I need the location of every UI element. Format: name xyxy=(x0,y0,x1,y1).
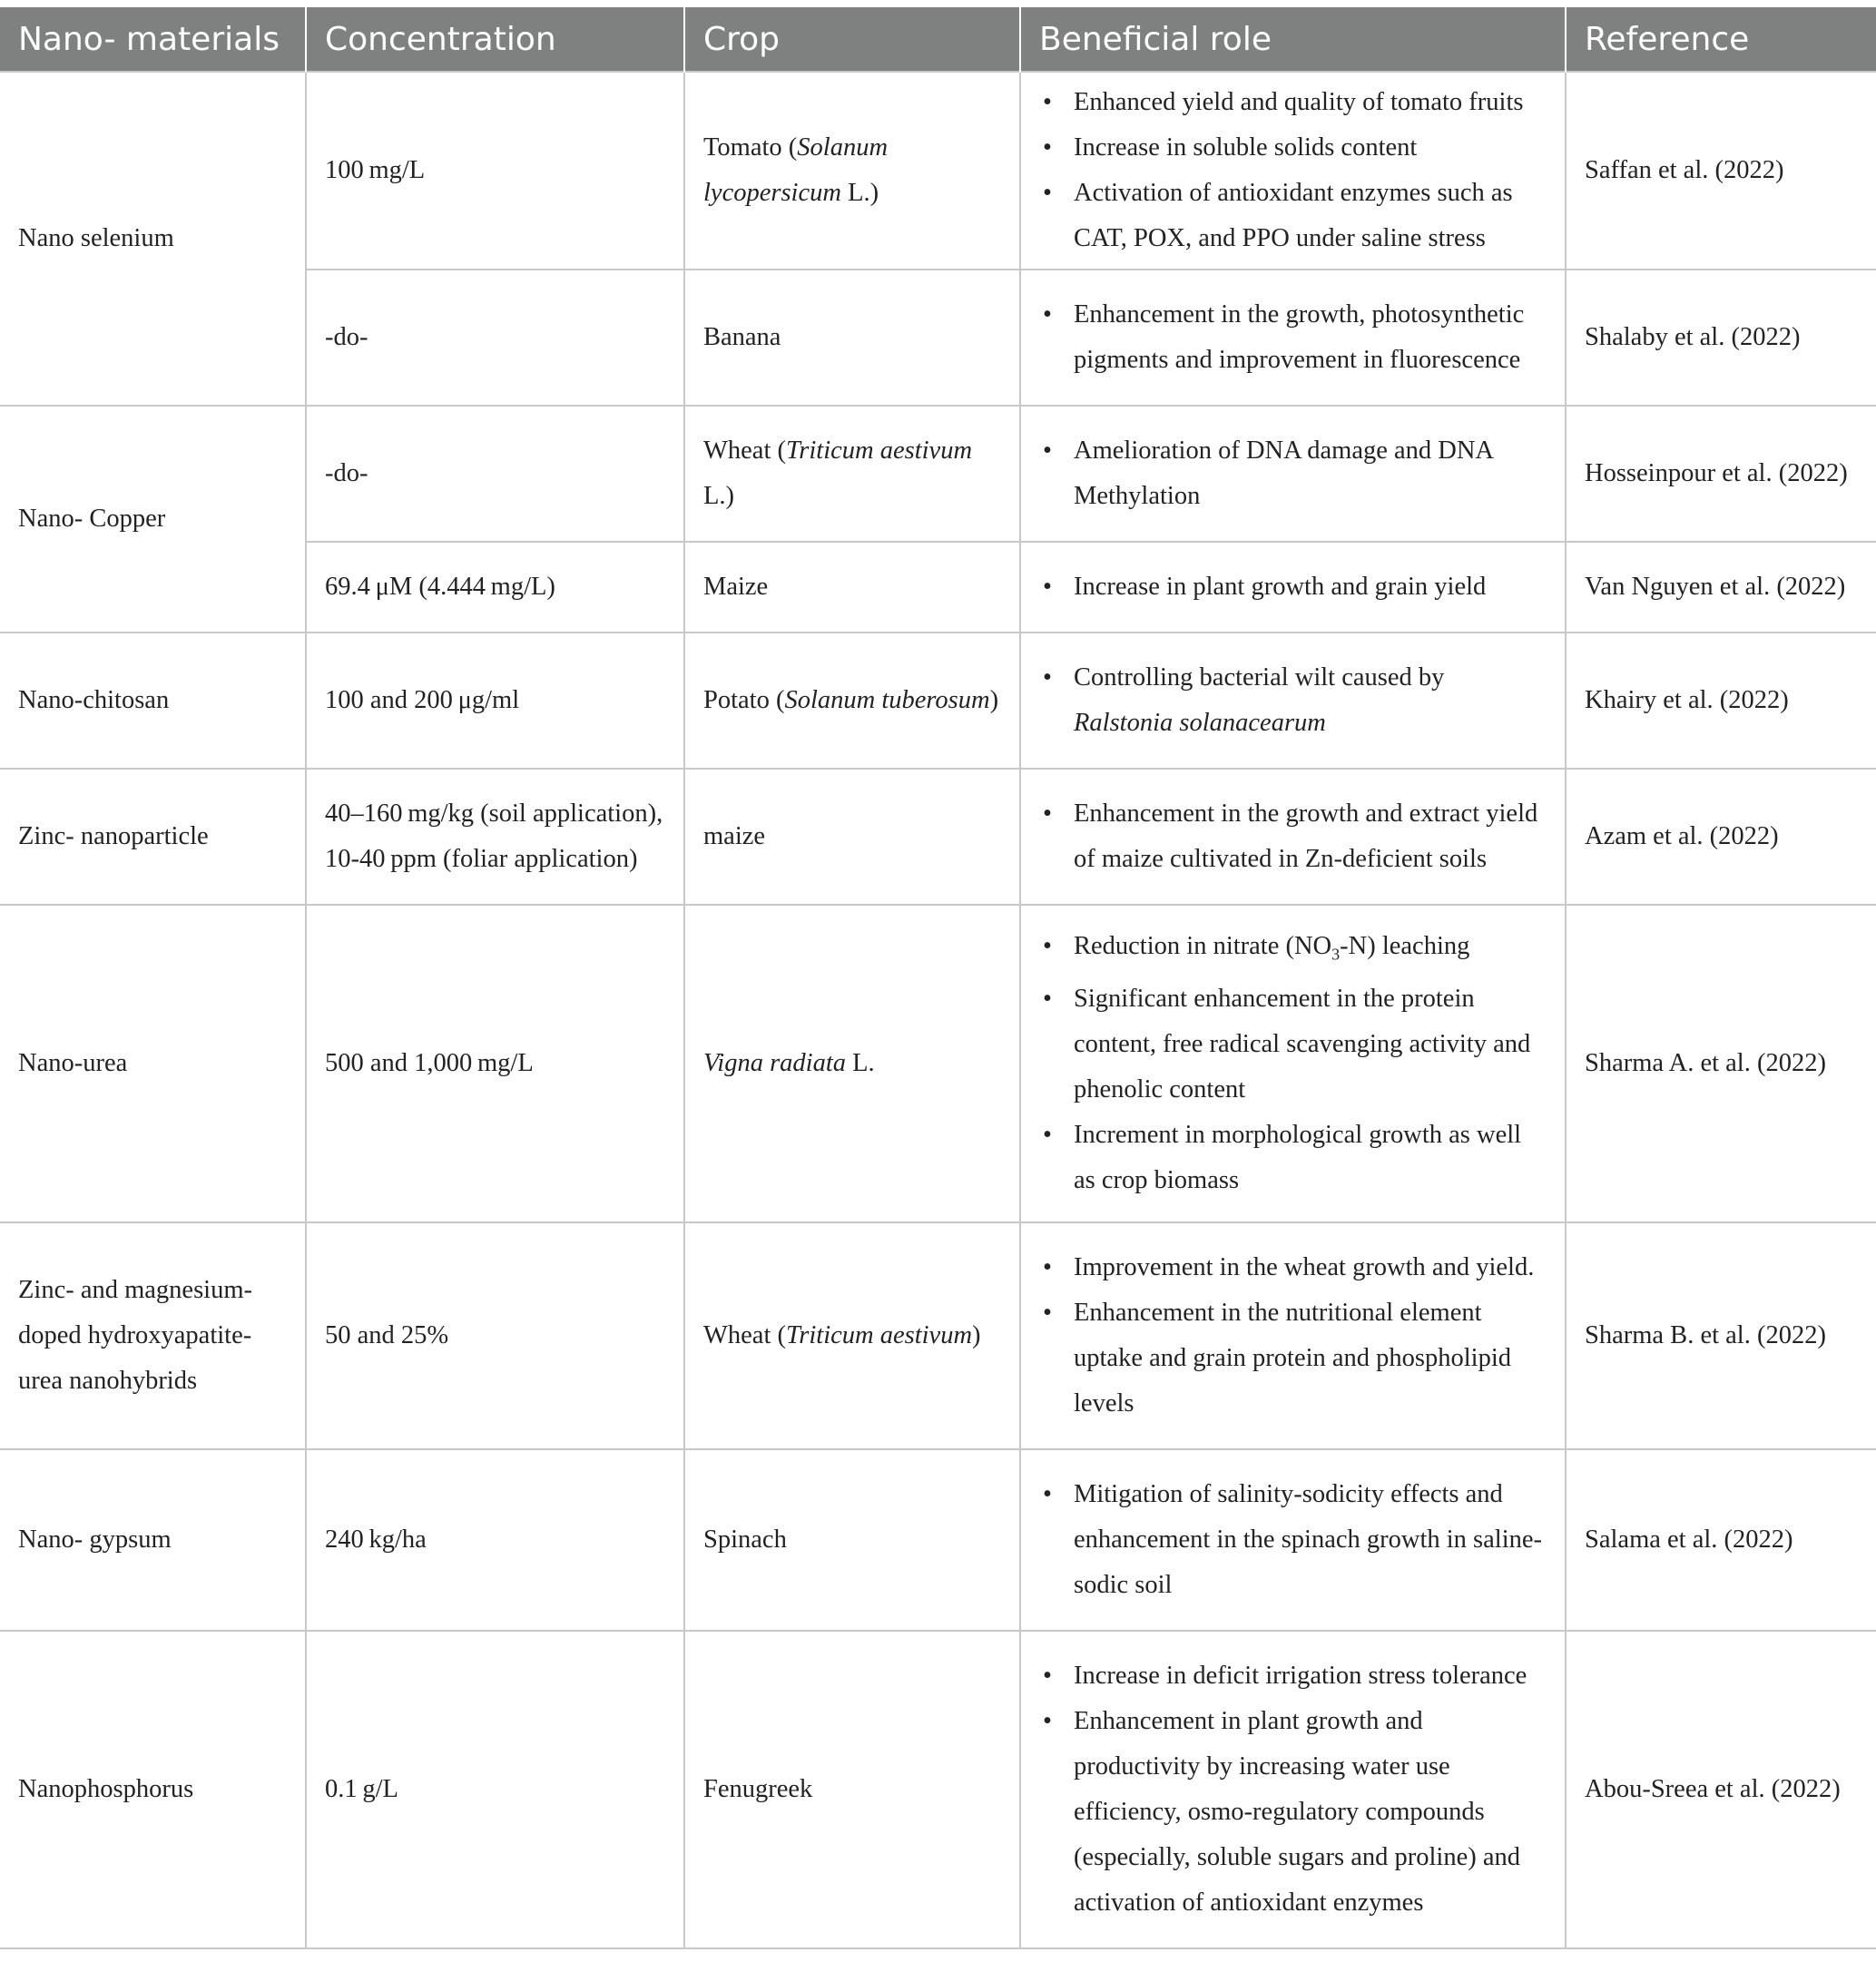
role-item: • Increase in plant growth and grain yield xyxy=(1039,564,1547,610)
crop-cell: Wheat (Triticum aestivum) xyxy=(684,1222,1020,1449)
role-item: • Enhancement in the growth and extract yield of maize cultivated in Zn-deficient soils xyxy=(1039,791,1547,882)
reference-link[interactable]: Sharma B. et al. (2022) xyxy=(1566,1222,1876,1449)
reference-link[interactable]: Abou-Sreea et al. (2022) xyxy=(1566,1631,1876,1948)
role-item: • Significant enhancement in the protein content, free radical scavenging activity and phenolic content xyxy=(1039,976,1547,1113)
role-item: • Increase in deficit irrigation stress tolerance xyxy=(1039,1653,1547,1699)
crop-cell: Fenugreek xyxy=(684,1631,1020,1948)
role-item: • Enhancement in the nutritional element uptake and grain protein and phospholipid levels xyxy=(1039,1290,1547,1427)
concentration-cell: -do- xyxy=(306,406,684,542)
concentration-cell: 40–160 mg/kg (soil application), 10-40 ppm (foliar application) xyxy=(306,769,684,905)
role-item: • Reduction in nitrate $(NO_3-N)$ leaching xyxy=(1039,924,1547,977)
material-cell: Nano selenium xyxy=(0,72,306,406)
table-row xyxy=(0,769,1876,905)
crop-cell: Vigna radiata L. xyxy=(684,905,1020,1222)
col-header-reference: Reference xyxy=(1566,7,1876,72)
crop-cell: Banana xyxy=(684,270,1020,406)
concentration-cell: -do- xyxy=(306,270,684,406)
crop-cell: maize xyxy=(684,769,1020,905)
role-cell xyxy=(1020,905,1566,1222)
table-row xyxy=(0,1631,1876,1948)
reference-link[interactable]: Saffan et al. (2022) xyxy=(1566,72,1876,270)
nanomaterials-table xyxy=(0,7,1876,1949)
table-row xyxy=(0,905,1876,1222)
role-cell xyxy=(1020,1222,1566,1449)
role-cell xyxy=(1020,72,1566,270)
role-item: • Mitigation of salinity-sodicity effects and enhancement in the spinach growth in saline-sodic soil xyxy=(1039,1472,1547,1608)
concentration-cell: 100 mg/L xyxy=(306,72,684,270)
col-header-role: Beneficial role xyxy=(1020,7,1566,72)
reference-link[interactable]: Hosseinpour et al. (2022) xyxy=(1566,406,1876,542)
role-cell xyxy=(1020,1631,1566,1948)
material-cell: Zinc- nanoparticle xyxy=(0,769,306,905)
material-cell: Nanophosphorus xyxy=(0,1631,306,1948)
role-item: • Controlling bacterial wilt caused by Ralstonia solanacearum xyxy=(1039,655,1547,746)
concentration-cell: 50 and 25% xyxy=(306,1222,684,1449)
role-item: • Enhancement in the growth, photosynthetic pigments and improvement in fluorescence xyxy=(1039,292,1547,383)
table-row xyxy=(0,406,1876,542)
crop-cell: Tomato (Solanum lycopersicum L.) xyxy=(684,72,1020,270)
reference-link[interactable]: Khairy et al. (2022) xyxy=(1566,633,1876,769)
material-cell: Zinc- and magnesium- doped hydroxyapatite- urea nanohybrids xyxy=(0,1222,306,1449)
role-item: • Amelioration of DNA damage and DNA Methylation xyxy=(1039,428,1547,519)
reference-link[interactable]: Azam et al. (2022) xyxy=(1566,769,1876,905)
crop-cell: Spinach xyxy=(684,1449,1020,1631)
crop-cell: Potato (Solanum tuberosum) xyxy=(684,633,1020,769)
col-header-material: Nano- materials xyxy=(0,7,306,72)
crop-cell: Maize xyxy=(684,542,1020,633)
concentration-cell: 0.1 g/L xyxy=(306,1631,684,1948)
reference-link[interactable]: Van Nguyen et al. (2022) xyxy=(1566,542,1876,633)
header-row xyxy=(0,7,1876,72)
role-item: • Enhancement in plant growth and productivity by increasing water use efficiency, osmo-regulatory compounds (especially, soluble sugars and proline) and activation of antioxidant enzymes xyxy=(1039,1699,1547,1926)
material-cell: Nano-urea xyxy=(0,905,306,1222)
table-row xyxy=(0,1222,1876,1449)
role-cell xyxy=(1020,633,1566,769)
role-item: • Enhanced yield and quality of tomato fruits xyxy=(1039,80,1547,125)
reference-link[interactable]: Shalaby et al. (2022) xyxy=(1566,270,1876,406)
material-cell: Nano- Copper xyxy=(0,406,306,633)
role-cell xyxy=(1020,769,1566,905)
table-row xyxy=(0,633,1876,769)
reference-link[interactable]: Sharma A. et al. (2022) xyxy=(1566,905,1876,1222)
role-item: • Increment in morphological growth as well as crop biomass xyxy=(1039,1113,1547,1203)
col-header-concentration: Concentration xyxy=(306,7,684,72)
role-item: • Improvement in the wheat growth and yield. xyxy=(1039,1245,1547,1290)
role-item: • Activation of antioxidant enzymes such as CAT, POX, and PPO under saline stress xyxy=(1039,171,1547,261)
concentration-cell: 100 and 200 μg/ml xyxy=(306,633,684,769)
table-row xyxy=(0,72,1876,270)
material-cell: Nano-chitosan xyxy=(0,633,306,769)
role-cell xyxy=(1020,270,1566,406)
role-cell xyxy=(1020,406,1566,542)
concentration-cell: 69.4 μM (4.444 mg/L) xyxy=(306,542,684,633)
concentration-cell: 240 kg/ha xyxy=(306,1449,684,1631)
table-container xyxy=(0,7,1876,1949)
role-cell xyxy=(1020,1449,1566,1631)
concentration-cell: 500 and 1,000 mg/L xyxy=(306,905,684,1222)
crop-cell: Wheat (Triticum aestivum L.) xyxy=(684,406,1020,542)
col-header-crop: Crop xyxy=(684,7,1020,72)
role-item: • Increase in soluble solids content xyxy=(1039,125,1547,171)
material-cell: Nano- gypsum xyxy=(0,1449,306,1631)
role-cell xyxy=(1020,542,1566,633)
reference-link[interactable]: Salama et al. (2022) xyxy=(1566,1449,1876,1631)
table-row xyxy=(0,1449,1876,1631)
